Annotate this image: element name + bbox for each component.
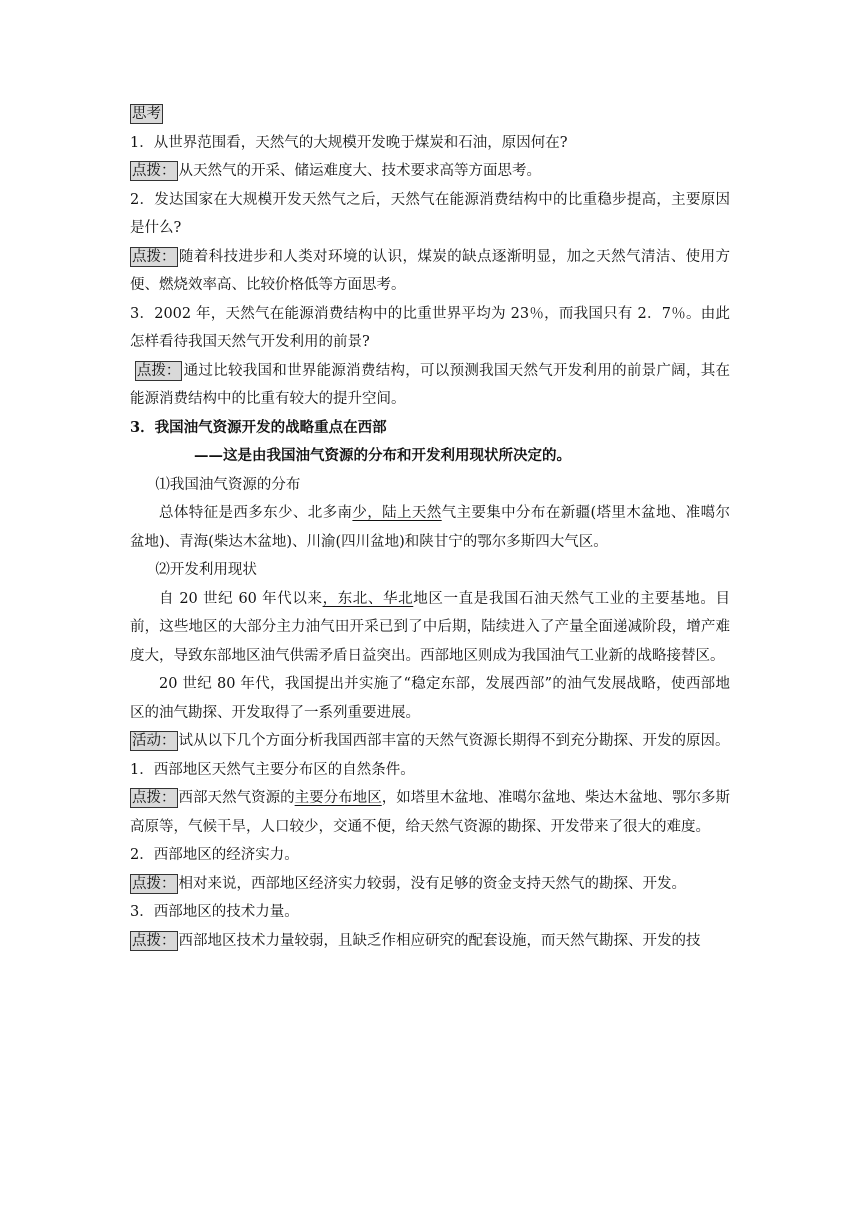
activity-text: 试从以下几个方面分析我国西部丰富的天然气资源长期得不到充分勘探、开发的原因。 bbox=[178, 733, 730, 749]
hint-2 bbox=[130, 243, 730, 300]
distribution-text-b: 气主要集中分布在新疆(塔里木盆地、准噶尔盆地)、青海(柴达木盆地)、川渝(四川盆地)和陕甘宁的鄂尔多斯四大气区。 bbox=[130, 505, 730, 550]
document-body bbox=[130, 100, 730, 955]
distribution-paragraph bbox=[130, 499, 730, 556]
activity-item-1: 1．西部地区天然气主要分布区的自然条件。 bbox=[130, 761, 415, 778]
activity-hint-1-underlined: 主要分布地区 bbox=[294, 790, 382, 806]
status-text-b: 地区一直是我国石油天然气工业的主要基地。目前，这些地区的大部分主力油气田开采已到了中后期，陆续进入了产量全面递减阶段，增产难度大，导致东部地区油气供需矛盾日益突出。西部地区则成为我国油气工业新的战略接替区。 bbox=[130, 590, 731, 664]
hint-label-box: 点拨： bbox=[132, 932, 176, 949]
activity-hint-2 bbox=[130, 870, 730, 899]
hint-label-box: 点拨： bbox=[132, 790, 176, 806]
section-subtitle: ——这是由我国油气资源的分布和开发利用现状所决定的。 bbox=[194, 447, 571, 464]
hint-label-box: 点拨： bbox=[132, 248, 176, 265]
status-paragraph bbox=[130, 585, 730, 671]
activity-hint-1 bbox=[130, 784, 730, 841]
distribution-underlined: 少，陆上天然 bbox=[352, 505, 442, 521]
activity-hint-1-text-a: 西部天然气资源的 bbox=[178, 790, 295, 806]
activity-label-box: 活动： bbox=[132, 733, 176, 749]
hint-1 bbox=[130, 157, 730, 186]
section-title: 3．我国油气资源开发的战略重点在西部 bbox=[130, 418, 387, 436]
activity-item-3: 3．西部地区的技术力量。 bbox=[130, 904, 299, 920]
status-text-a: 自 20 世纪 60 年代以来 bbox=[159, 590, 323, 607]
hint-1-text: 从天然气的开采、储运难度大、技术要求高等方面思考。 bbox=[178, 163, 541, 179]
strategy-paragraph: 20 世纪 80 年代，我国提出并实施了“稳定东部，发展西部”的油气发展战略，使西部地区的油气勘探、开发取得了一系列重要进展。 bbox=[130, 676, 730, 721]
activity-hint-1-text-b: ，如塔里木盆地、准噶尔盆地、柴达木盆地、鄂尔多斯高原等，气候干旱，人口较少，交通不便，给天然气资源的勘探、开发带来了很大的难度。 bbox=[130, 790, 731, 835]
question-1: 1．从世界范围看，天然气的大规模开发晚于煤炭和石油，原因何在? bbox=[130, 134, 568, 151]
think-heading bbox=[130, 100, 730, 129]
status-underlined: ，东北、华北 bbox=[322, 590, 414, 607]
activity bbox=[130, 727, 730, 756]
hint-label-box: 点拨： bbox=[132, 875, 176, 892]
question-2: 2．发达国家在大规模开发天然气之后，天然气在能源消费结构中的比重稳步提高，主要原因是什么? bbox=[130, 191, 730, 236]
hint-3 bbox=[130, 357, 730, 414]
think-label-box: 思考 bbox=[132, 106, 161, 122]
hint-2-text: 随着科技进步和人类对环境的认识，煤炭的缺点逐渐明显，加之天然气清洁、使用方便、燃烧效率高、比较价格低等方面思考。 bbox=[130, 248, 730, 293]
activity-item-2: 2．西部地区的经济实力。 bbox=[130, 847, 299, 863]
distribution-heading: ⑴我国油气资源的分布 bbox=[155, 476, 301, 493]
activity-hint-2-text: 相对来说，西部地区经济实力较弱，没有足够的资金支持天然气的勘探、开发。 bbox=[178, 875, 686, 892]
hint-label-box: 点拨： bbox=[136, 362, 181, 379]
status-heading: ⑵开发利用现状 bbox=[155, 562, 257, 578]
activity-hint-3-text: 西部地区技术力量较弱，且缺乏作相应研究的配套设施，而天然气勘探、开发的技 bbox=[178, 932, 701, 949]
hint-label-box: 点拨： bbox=[132, 163, 176, 179]
hint-3-text: 通过比较我国和世界能源消费结构，可以预测我国天然气开发利用的前景广阔，其在能源消费结构中的比重有较大的提升空间。 bbox=[130, 362, 731, 407]
question-3: 3．2002 年，天然气在能源消费结构中的比重世界平均为 23％，而我国只有 2．7％。由此怎样看待我国天然气开发利用的前景? bbox=[130, 305, 730, 350]
distribution-text-a: 总体特征是西多东少、北多南 bbox=[159, 505, 353, 521]
activity-hint-3 bbox=[130, 927, 730, 956]
